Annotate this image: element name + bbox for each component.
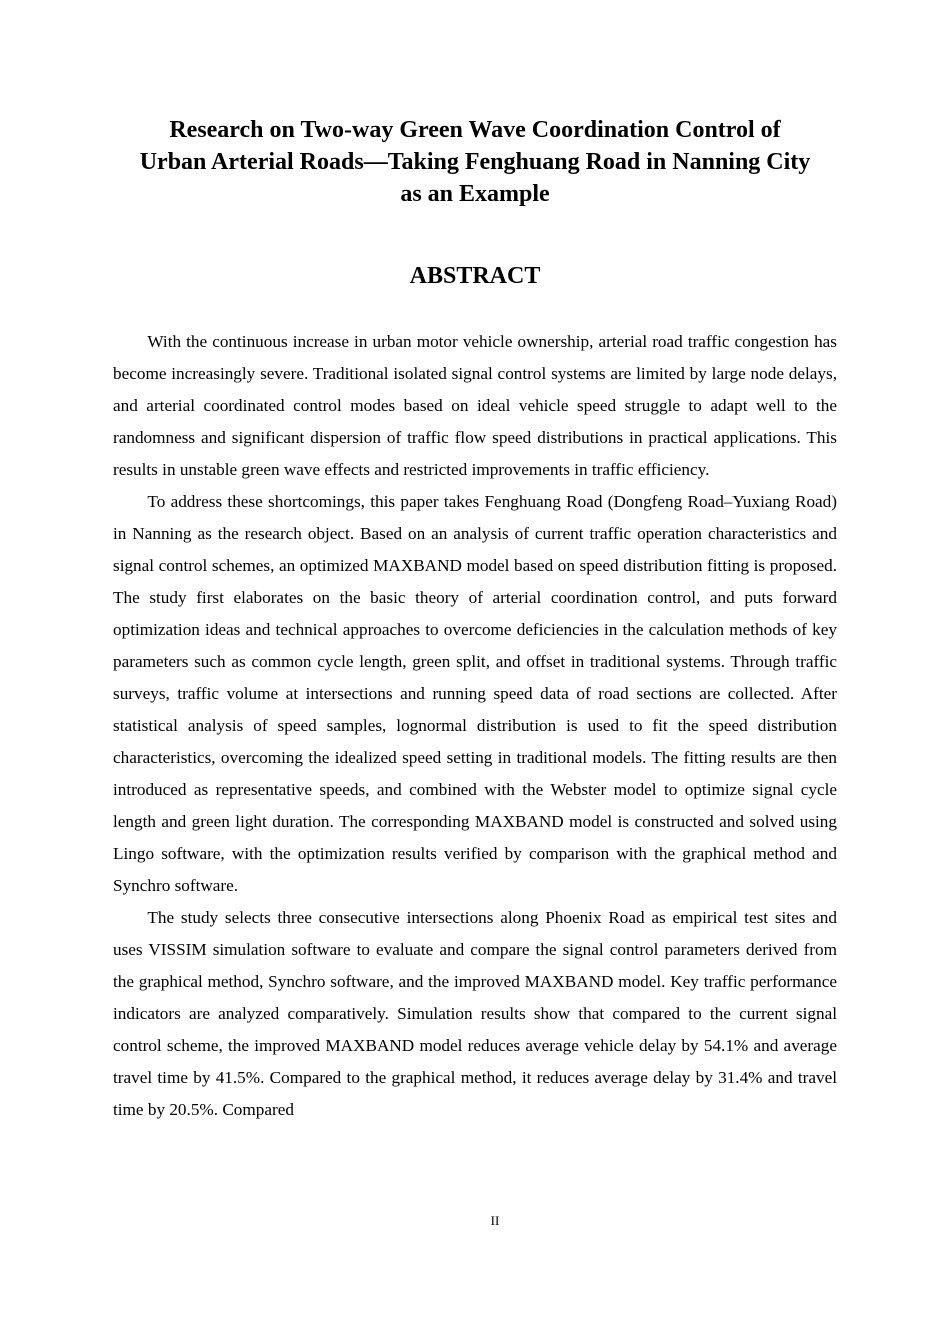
page-number: II	[490, 1213, 500, 1228]
abstract-paragraph-2: To address these shortcomings, this paper takes Fenghuang Road (Dongfeng Road–Yuxiang Road) in Nanning as the research object. Based on an analysis of current traffic operation characteristics and signal control schemes, an optimized MAXBAND model based on speed distribution fitting is proposed. The study first elaborates on the basic theory of arterial coordination control, and puts forward optimization ideas and technical approaches to overcome deficiencies in the calculation methods of key parameters such as common cycle length, green split, and offset in traditional systems. Through traffic surveys, traffic volume at intersections and running speed data of road sections are collected. After statistical analysis of speed samples, lognormal distribution is used to fit the speed distribution characteristics, overcoming the idealized speed setting in traditional models. The fitting results are then introduced as representative speeds, and combined with the Webster model to optimize signal cycle length and green light duration. The corresponding MAXBAND model is constructed and solved using Lingo software, with the optimization results verified by comparison with the graphical method and Synchro software.	[113, 492, 837, 895]
title-line-2: Urban Arterial Roads—Taking Fenghuang Road in Nanning City	[139, 149, 811, 175]
abstract-body	[113, 326, 837, 1126]
abstract-paragraph-3: The study selects three consecutive intersections along Phoenix Road as empirical test sites and uses VISSIM simulation software to evaluate and compare the signal control parameters derived from the graphical method, Synchro software, and the improved MAXBAND model. Key traffic performance indicators are analyzed comparatively. Simulation results show that compared to the current signal control scheme, the improved MAXBAND model reduces average vehicle delay by 54.1% and average travel time by 41.5%. Compared to the graphical method, it reduces average delay by 31.4% and travel time by 20.5%. Compared	[113, 908, 837, 1119]
abstract-paragraph-1: With the continuous increase in urban motor vehicle ownership, arterial road traffic congestion has become increasingly severe. Traditional isolated signal control systems are limited by large node delays, and arterial coordinated control modes based on ideal vehicle speed struggle to adapt well to the randomness and significant dispersion of traffic flow speed distributions in practical applications. This results in unstable green wave effects and restricted improvements in traffic efficiency.	[113, 332, 837, 479]
paper-title	[100, 114, 850, 210]
title-line-1: Research on Two-way Green Wave Coordination Control of	[169, 117, 781, 143]
title-line-3: as an Example	[400, 181, 550, 207]
abstract-heading: ABSTRACT	[409, 263, 541, 289]
